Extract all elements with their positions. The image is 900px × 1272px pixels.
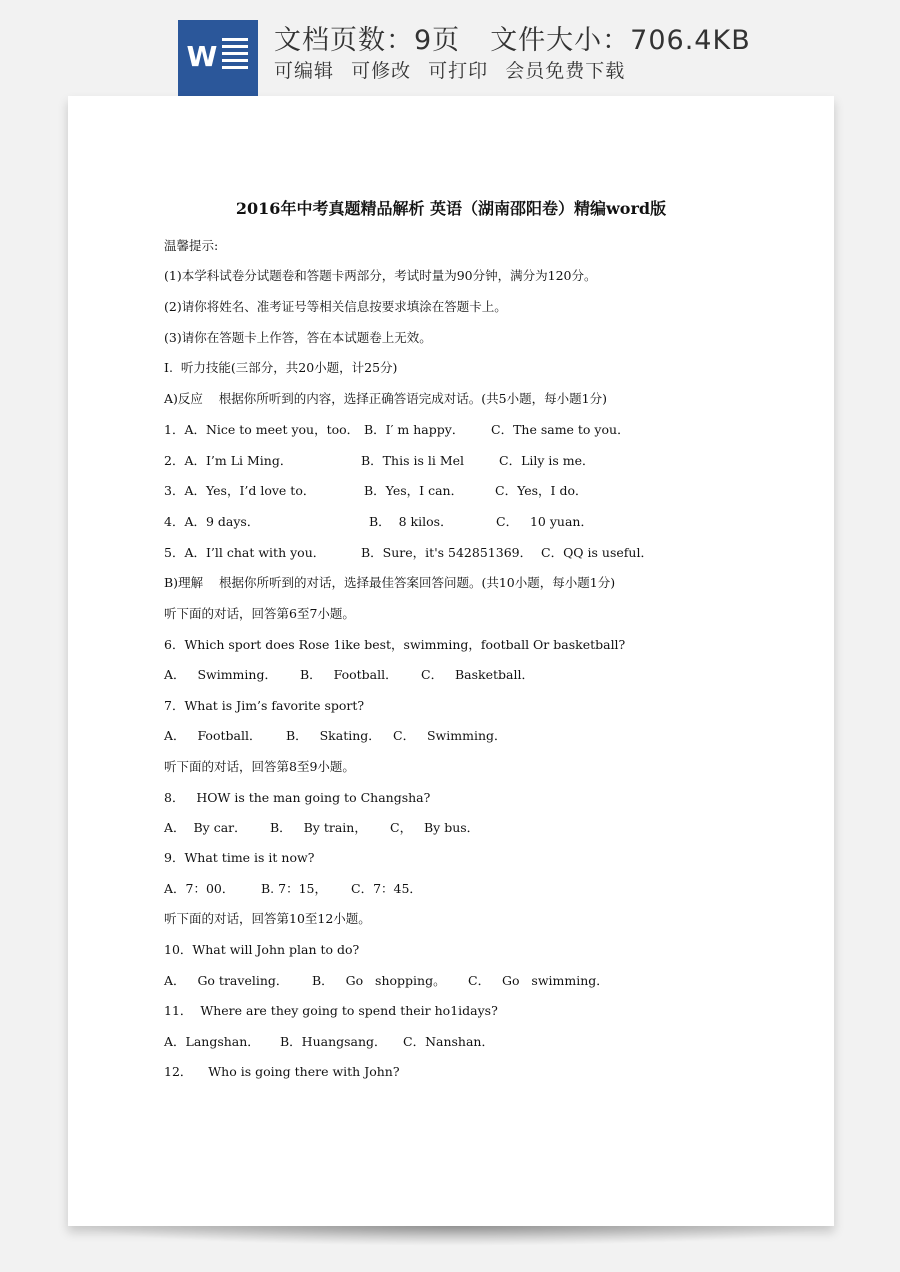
listen-instruction-8-9: 听下面的对话，回答第8至9小题。 <box>164 759 355 774</box>
feature-editable: 可编辑 <box>274 60 335 82</box>
question-10: 10．What will John plan to do? <box>164 942 360 957</box>
tip-3: (3)请你在答题卡上作答，答在本试题卷上无效。 <box>164 330 432 345</box>
listen-instruction-10-12: 听下面的对话，回答第10至12小题。 <box>164 911 371 926</box>
question-2-option-c: C．Lily is me． <box>499 453 595 468</box>
question-1: 1．A．Nice to meet you，too． <box>164 422 360 437</box>
question-12: 12． Who is going there with John? <box>164 1064 400 1079</box>
tip-2: (2)请你将姓名、准考证号等相关信息按要求填涂在答题卡上。 <box>164 299 507 314</box>
file-size: 文件大小：706.4KB <box>490 25 751 56</box>
section-listening: I. 听力技能(三部分，共20小题，计25分) <box>164 360 398 375</box>
page-count: 文档页数：9页 <box>274 25 461 56</box>
question-7: 7．What is Jim’s favorite sport? <box>164 698 365 713</box>
question-4-option-b: B． 8 kilos． <box>369 514 453 529</box>
question-1-option-c: C．The same to you． <box>491 422 630 437</box>
question-10-option-a: A． Go traveling． <box>164 973 289 988</box>
question-7-option-b: B． Skating． <box>286 728 381 743</box>
listen-instruction-6-7: 听下面的对话，回答第6至7小题。 <box>164 606 355 621</box>
word-icon-letter: W <box>186 40 218 73</box>
question-10-option-c: C． Go swimming． <box>468 973 609 988</box>
question-11-option-b: B．Huangsang． <box>280 1034 387 1049</box>
question-3-option-c: C．Yes，I do． <box>495 483 588 498</box>
question-2-option-b: B．This is li Mel <box>361 453 465 468</box>
question-1-option-b: B．I′ m happy． <box>364 422 465 437</box>
document-page <box>68 96 834 1226</box>
question-3: 3．A．Yes，I’d love to． <box>164 483 316 498</box>
question-6-option-c: C． Basketball． <box>421 667 534 682</box>
question-10-option-b: B． Go shopping。 <box>312 973 446 988</box>
question-5: 5．A．I’ll chat with you． <box>164 545 326 560</box>
question-6-option-a: A． Swimming． <box>164 667 277 682</box>
feature-printable: 可打印 <box>428 60 489 82</box>
question-7-option-c: C． Swimming． <box>393 728 507 743</box>
feature-member-download: 会员免费下载 <box>505 60 626 82</box>
question-8: 8． HOW is the man going to Changsha? <box>164 790 431 805</box>
question-8-option-c: C， By bus． <box>390 820 480 835</box>
tip-1: (1)本学科试卷分试题卷和答题卡两部分，考试时量为90分钟，满分为120分。 <box>164 268 597 283</box>
download-banner <box>0 0 900 96</box>
question-5-option-b: B．Sure，it's 542851369． <box>361 545 533 560</box>
question-11: 11． Where are they going to spend their ho1idays? <box>164 1003 498 1018</box>
question-9: 9．What time is it now? <box>164 850 315 865</box>
question-6-option-b: B． Football． <box>300 667 398 682</box>
file-info <box>274 18 751 57</box>
document-title: 2016年中考真题精品解析 英语（湖南邵阳卷）精编word版 <box>235 199 667 218</box>
feature-modifiable: 可修改 <box>351 60 412 82</box>
document-lines-icon <box>222 38 248 78</box>
question-3-option-b: B．Yes，I can． <box>364 483 464 498</box>
question-11-option-a: A．Langshan． <box>164 1034 260 1049</box>
question-8-option-b: B． By train， <box>270 820 367 835</box>
part-a-heading: A)反应 根据你所听到的内容，选择正确答语完成对话。(共5小题，每小题1分) <box>164 391 607 406</box>
question-8-option-a: A． By car． <box>164 820 247 835</box>
question-11-option-c: C．Nanshan． <box>403 1034 494 1049</box>
question-9-option-a: A．7：00． <box>164 881 235 896</box>
question-9-option-c: C．7：45． <box>351 881 422 896</box>
question-5-option-c: C．QQ is useful． <box>541 545 653 560</box>
question-4: 4．A．9 days． <box>164 514 260 529</box>
question-2: 2．A．I’m Li Ming． <box>164 453 293 468</box>
question-6: 6．Which sport does Rose 1ike best，swimming，football Or basketball? <box>164 637 626 652</box>
question-7-option-a: A． Football． <box>164 728 262 743</box>
feature-list <box>274 56 635 83</box>
question-9-option-b: B. 7：15， <box>261 881 327 896</box>
question-4-option-c: C． 10 yuan． <box>496 514 593 529</box>
word-icon <box>178 20 258 96</box>
tip-heading: 温馨提示: <box>164 238 219 253</box>
part-b-heading: B)理解 根据你所听到的对话，选择最佳答案回答问题。(共10小题，每小题1分) <box>164 575 616 590</box>
